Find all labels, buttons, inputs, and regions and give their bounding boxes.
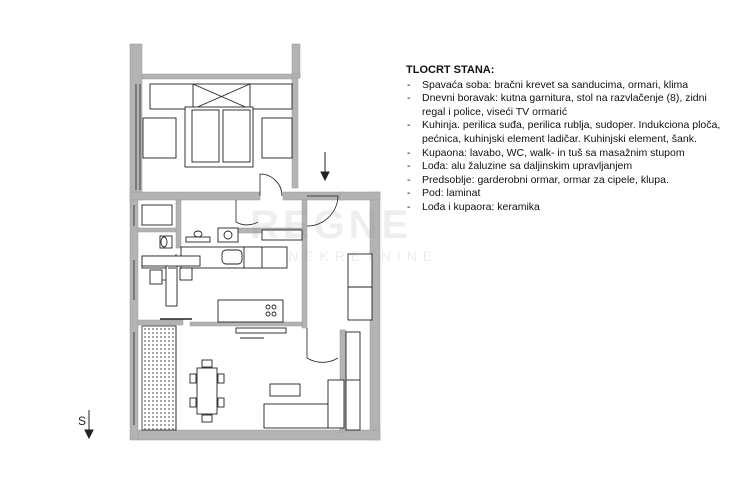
legend-item-bathroom: - Kupaona: lavabo, WC, walk- in tuš sa masažnim stupom bbox=[406, 147, 726, 161]
pillow-left bbox=[192, 110, 219, 162]
legend-item-hallway: - Predsoblje: garderobni ormar, ormar za cipele, klupa. bbox=[406, 174, 726, 188]
wall-loggia-top bbox=[138, 320, 183, 325]
wall-right-top bbox=[340, 192, 380, 200]
shelf bbox=[186, 237, 210, 242]
legend-item-bedroom: - Spavaća soba: bračni krevet sa sanducima, ormari, klima bbox=[406, 79, 726, 93]
sofa-back bbox=[264, 404, 328, 428]
chair bbox=[190, 398, 196, 407]
bath-fixture bbox=[150, 270, 162, 284]
legend-list bbox=[406, 79, 726, 215]
legend-item-loggia: - Lođa: alu žaluzine sa daljinskim upravljanjem bbox=[406, 160, 726, 174]
watermark: REGNE bbox=[250, 203, 413, 247]
bath-fixture-2 bbox=[166, 262, 177, 306]
shower-tray bbox=[142, 205, 172, 225]
watermark-sub: NEKRETNINE bbox=[288, 248, 439, 264]
loggia bbox=[142, 319, 192, 430]
wall-bedroom-right bbox=[292, 44, 300, 78]
hall bbox=[346, 254, 372, 430]
toilet bbox=[161, 237, 167, 247]
chair bbox=[202, 360, 212, 367]
wardrobe-hall bbox=[346, 332, 360, 430]
legend-item-kitchen: - Kuhinja. perilica suđa, perilica rublja, sudoper. Indukciona ploča, pećnica, kuhinjski element ladičar. Kuhinjski element, šank. bbox=[406, 119, 726, 146]
legend-item-tiles: - Lođa i kupaora: keramika bbox=[406, 201, 726, 215]
south-label: S bbox=[78, 414, 87, 428]
wall-living-top bbox=[190, 322, 302, 326]
wall-bath-right bbox=[176, 200, 181, 248]
legend-item-floor: - Pod: laminat bbox=[406, 187, 726, 201]
coffee-table bbox=[270, 384, 300, 396]
dining-table bbox=[197, 368, 217, 414]
legend-title: TLOCRT STANA: bbox=[406, 64, 495, 76]
legend bbox=[406, 64, 726, 215]
wall-bedroom-right-lower bbox=[292, 78, 298, 188]
door-swing-icon bbox=[307, 328, 338, 362]
nightstand-left bbox=[143, 118, 176, 158]
wall-mid-left bbox=[130, 192, 260, 200]
bedroom bbox=[143, 84, 292, 167]
pillow-right bbox=[223, 110, 250, 162]
kitchen-island bbox=[218, 300, 283, 322]
tv-unit bbox=[236, 328, 286, 333]
bar-stool bbox=[180, 268, 192, 280]
chair bbox=[218, 374, 224, 383]
bathroom bbox=[142, 205, 177, 306]
legend-item-living-room: - Dnevni boravak: kutna garnitura, stol na razvlačenje (8), zidni regal i police, viseći TV ormarić bbox=[406, 92, 726, 119]
sofa-side bbox=[328, 380, 344, 428]
chair bbox=[202, 415, 212, 422]
bar-counter bbox=[142, 256, 200, 266]
door-swing-icon bbox=[260, 174, 282, 196]
wall-bath-top bbox=[138, 228, 180, 232]
sink bbox=[222, 250, 242, 264]
down-arrow-icon bbox=[85, 410, 93, 438]
nightstand-right bbox=[262, 118, 292, 158]
loggia-floor bbox=[142, 326, 176, 430]
wall-bedroom-top-right bbox=[292, 74, 300, 78]
down-arrow-icon bbox=[321, 152, 329, 180]
kitchen-element bbox=[244, 247, 262, 268]
wall-bedroom-topline bbox=[142, 74, 292, 79]
living-room bbox=[190, 328, 344, 428]
chair bbox=[218, 398, 224, 407]
chair bbox=[190, 374, 196, 383]
